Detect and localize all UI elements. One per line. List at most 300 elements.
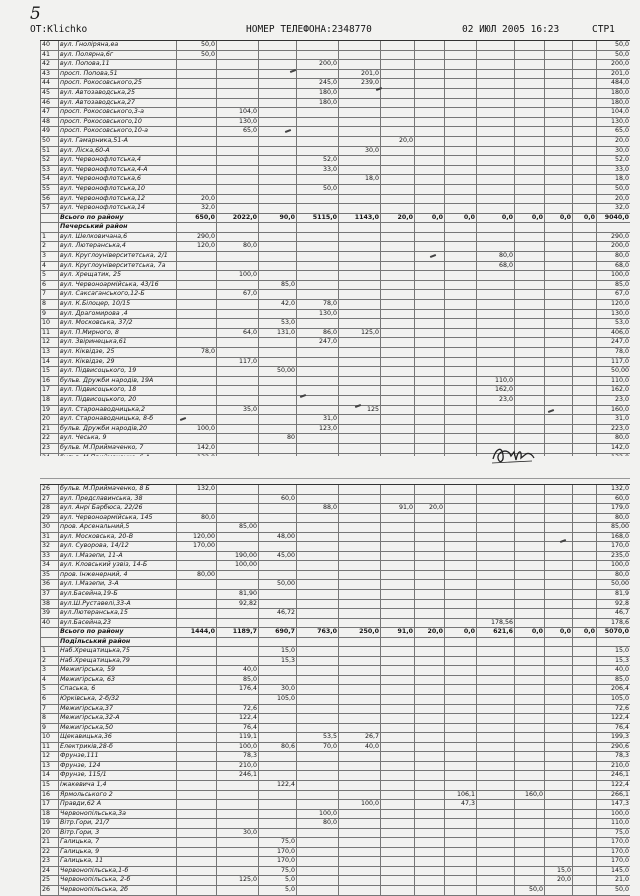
- address-cell: вул. Червонофлотська,6: [58, 175, 176, 184]
- value-cell: [414, 552, 444, 561]
- table-row: [40, 848, 630, 858]
- value-cell: [414, 600, 444, 609]
- value-cell: [380, 609, 414, 618]
- value-cell: [514, 552, 544, 561]
- value-cell: [176, 791, 216, 800]
- value-cell: [380, 810, 414, 819]
- value-cell: [216, 444, 258, 453]
- value-cell: [296, 262, 338, 271]
- address-cell: Межигірська, 63: [58, 676, 176, 685]
- value-cell: [380, 348, 414, 357]
- value-cell: [544, 319, 572, 328]
- value-cell: [572, 175, 596, 184]
- value-cell: [572, 552, 596, 561]
- value-cell: [296, 857, 338, 866]
- value-cell: [216, 838, 258, 847]
- value-cell: 88,0: [296, 504, 338, 513]
- row-number: 11: [40, 743, 58, 752]
- row-number: [40, 638, 58, 647]
- value-cell: [216, 60, 258, 69]
- total-cell: 110,0: [596, 377, 630, 386]
- value-cell: 30,0: [216, 829, 258, 838]
- value-cell: [444, 571, 476, 580]
- value-cell: 122,4: [216, 714, 258, 723]
- value-cell: [572, 724, 596, 733]
- value-cell: 125,0: [216, 876, 258, 885]
- value-cell: [414, 829, 444, 838]
- address-cell: вул. Круглоуніверситетська, 7а: [58, 262, 176, 271]
- table-row: [40, 185, 630, 195]
- total-cell: 81,9: [596, 590, 630, 599]
- value-cell: [296, 724, 338, 733]
- value-cell: [444, 714, 476, 723]
- value-cell: [514, 60, 544, 69]
- value-cell: [296, 791, 338, 800]
- value-cell: [476, 485, 514, 494]
- total-cell: 9040,0: [596, 214, 630, 223]
- value-cell: [444, 580, 476, 589]
- value-cell: [296, 666, 338, 675]
- value-cell: [476, 137, 514, 146]
- value-cell: [544, 204, 572, 213]
- value-cell: [572, 705, 596, 714]
- value-cell: [296, 434, 338, 443]
- row-number: 9: [40, 310, 58, 319]
- value-cell: [216, 848, 258, 857]
- value-cell: [572, 118, 596, 127]
- address-cell: вул. Кловський узвіз, 14-Б: [58, 561, 176, 570]
- row-number: 27: [40, 495, 58, 504]
- value-cell: [258, 396, 296, 405]
- address-cell: просп. Рокосовського,3-а: [58, 108, 176, 117]
- value-cell: [296, 657, 338, 666]
- address-cell: Межигірська,32-А: [58, 714, 176, 723]
- value-cell: [338, 876, 380, 885]
- value-cell: [514, 271, 544, 280]
- value-cell: 15,0: [544, 867, 572, 876]
- table-row: [40, 425, 630, 435]
- value-cell: 106,1: [444, 791, 476, 800]
- value-cell: 210,0: [216, 762, 258, 771]
- row-number: 21: [40, 425, 58, 434]
- value-cell: [444, 444, 476, 453]
- value-cell: [216, 609, 258, 618]
- value-cell: [476, 406, 514, 415]
- value-cell: [544, 444, 572, 453]
- value-cell: [514, 771, 544, 780]
- value-cell: [544, 41, 572, 50]
- value-cell: [338, 444, 380, 453]
- value-cell: [176, 329, 216, 338]
- value-cell: [176, 406, 216, 415]
- value-cell: [414, 886, 444, 895]
- address-cell: вул. Кіквідзе, 29: [58, 358, 176, 367]
- value-cell: [544, 425, 572, 434]
- value-cell: [296, 495, 338, 504]
- total-cell: 484,0: [596, 79, 630, 88]
- value-cell: [544, 781, 572, 790]
- value-cell: [414, 281, 444, 290]
- value-cell: [176, 743, 216, 752]
- table-row: [40, 156, 630, 166]
- value-cell: [414, 425, 444, 434]
- value-cell: [380, 638, 414, 647]
- value-cell: 80: [258, 434, 296, 443]
- value-cell: [176, 290, 216, 299]
- value-cell: [380, 338, 414, 347]
- total-cell: 92,8: [596, 600, 630, 609]
- value-cell: [338, 666, 380, 675]
- table-row: [40, 542, 630, 552]
- value-cell: [572, 762, 596, 771]
- value-cell: [338, 60, 380, 69]
- value-cell: [414, 89, 444, 98]
- value-cell: [258, 523, 296, 532]
- value-cell: 120,0: [176, 242, 216, 251]
- table-row: [40, 70, 630, 80]
- value-cell: [296, 204, 338, 213]
- table-row: [40, 175, 630, 185]
- value-cell: [338, 685, 380, 694]
- row-number: 56: [40, 195, 58, 204]
- total-cell: 50,0: [596, 185, 630, 194]
- value-cell: [544, 262, 572, 271]
- value-cell: [258, 829, 296, 838]
- value-cell: [572, 533, 596, 542]
- row-number: 1: [40, 647, 58, 656]
- value-cell: [216, 310, 258, 319]
- budget-table-part-1: [40, 41, 630, 473]
- address-cell: вул. Червоноармійська, 43/16: [58, 281, 176, 290]
- value-cell: [476, 705, 514, 714]
- value-cell: [176, 733, 216, 742]
- value-cell: [176, 838, 216, 847]
- address-cell: вул. Підвисоцького, 19: [58, 367, 176, 376]
- value-cell: [544, 108, 572, 117]
- value-cell: 130,0: [296, 310, 338, 319]
- row-number: 32: [40, 542, 58, 551]
- value-cell: [338, 609, 380, 618]
- value-cell: [258, 386, 296, 395]
- value-cell: [572, 886, 596, 895]
- table-row: [40, 838, 630, 848]
- value-cell: [476, 638, 514, 647]
- value-cell: [514, 485, 544, 494]
- value-cell: [216, 533, 258, 542]
- value-cell: [476, 166, 514, 175]
- value-cell: [338, 367, 380, 376]
- value-cell: [296, 829, 338, 838]
- value-cell: [380, 771, 414, 780]
- value-cell: [338, 377, 380, 386]
- value-cell: [414, 523, 444, 532]
- value-cell: [216, 810, 258, 819]
- value-cell: [216, 233, 258, 242]
- value-cell: [338, 571, 380, 580]
- value-cell: [216, 99, 258, 108]
- value-cell: 78,0: [296, 300, 338, 309]
- value-cell: [514, 590, 544, 599]
- total-cell: 31,0: [596, 415, 630, 424]
- value-cell: [572, 810, 596, 819]
- page-divider: [40, 478, 630, 479]
- value-cell: [572, 108, 596, 117]
- value-cell: [444, 542, 476, 551]
- value-cell: [572, 434, 596, 443]
- value-cell: [514, 762, 544, 771]
- value-cell: [296, 281, 338, 290]
- total-cell: 170,0: [596, 838, 630, 847]
- total-cell: 132,0: [596, 485, 630, 494]
- total-cell: 180,0: [596, 99, 630, 108]
- value-cell: [444, 156, 476, 165]
- value-cell: [296, 552, 338, 561]
- value-cell: [476, 338, 514, 347]
- value-cell: [514, 156, 544, 165]
- value-cell: [380, 242, 414, 251]
- address-cell: Електриків,28-б: [58, 743, 176, 752]
- value-cell: [216, 204, 258, 213]
- table-row: [40, 724, 630, 734]
- value-cell: [338, 657, 380, 666]
- row-number: 52: [40, 156, 58, 165]
- value-cell: [572, 876, 596, 885]
- fax-header: [30, 24, 630, 36]
- row-number: 14: [40, 358, 58, 367]
- value-cell: [380, 800, 414, 809]
- value-cell: [544, 386, 572, 395]
- value-cell: [176, 771, 216, 780]
- value-cell: [514, 137, 544, 146]
- address-cell: Галицька, 7: [58, 838, 176, 847]
- total-cell: 80,0: [596, 571, 630, 580]
- value-cell: [176, 867, 216, 876]
- value-cell: [514, 714, 544, 723]
- value-cell: [296, 271, 338, 280]
- value-cell: 170,00: [176, 542, 216, 551]
- total-cell: 15,3: [596, 657, 630, 666]
- value-cell: [444, 533, 476, 542]
- value-cell: [258, 242, 296, 251]
- value-cell: 76,4: [216, 724, 258, 733]
- value-cell: [544, 290, 572, 299]
- value-cell: [414, 695, 444, 704]
- value-cell: [444, 79, 476, 88]
- value-cell: [444, 857, 476, 866]
- value-cell: [216, 386, 258, 395]
- value-cell: 45,00: [258, 552, 296, 561]
- value-cell: [514, 118, 544, 127]
- value-cell: [414, 666, 444, 675]
- table-row: [40, 810, 630, 820]
- value-cell: [544, 79, 572, 88]
- value-cell: [380, 425, 414, 434]
- row-number: 34: [40, 561, 58, 570]
- value-cell: [258, 666, 296, 675]
- value-cell: [444, 233, 476, 242]
- value-cell: [544, 137, 572, 146]
- value-cell: [296, 752, 338, 761]
- value-cell: [296, 705, 338, 714]
- value-cell: [380, 108, 414, 117]
- row-number: 45: [40, 89, 58, 98]
- value-cell: [444, 781, 476, 790]
- value-cell: [380, 542, 414, 551]
- value-cell: 239,0: [338, 79, 380, 88]
- address-cell: вул. Хрещатик, 25: [58, 271, 176, 280]
- value-cell: [216, 638, 258, 647]
- total-cell: 20,0: [596, 195, 630, 204]
- value-cell: [514, 867, 544, 876]
- value-cell: [176, 800, 216, 809]
- value-cell: [216, 147, 258, 156]
- total-cell: 247,0: [596, 338, 630, 347]
- value-cell: [216, 79, 258, 88]
- address-cell: вул. Попова,11: [58, 60, 176, 69]
- value-cell: [544, 857, 572, 866]
- total-cell: 21,0: [596, 876, 630, 885]
- value-cell: [572, 752, 596, 761]
- value-cell: [258, 791, 296, 800]
- value-cell: [176, 396, 216, 405]
- value-cell: [572, 857, 596, 866]
- value-cell: [380, 724, 414, 733]
- value-cell: 85,00: [216, 523, 258, 532]
- row-number: 22: [40, 848, 58, 857]
- address-cell: вул. Ліска,60-А: [58, 147, 176, 156]
- row-number: 14: [40, 771, 58, 780]
- value-cell: [414, 580, 444, 589]
- signature-mark: [490, 444, 536, 466]
- table-row: [40, 781, 630, 791]
- row-number: 40: [40, 41, 58, 50]
- value-cell: [296, 676, 338, 685]
- value-cell: [414, 367, 444, 376]
- value-cell: 75,0: [258, 867, 296, 876]
- value-cell: 100,0: [296, 810, 338, 819]
- value-cell: [572, 657, 596, 666]
- value-cell: [380, 657, 414, 666]
- table-row: [40, 685, 630, 695]
- row-number: [40, 628, 58, 637]
- value-cell: [216, 51, 258, 60]
- value-cell: [476, 60, 514, 69]
- value-cell: [572, 166, 596, 175]
- value-cell: [572, 127, 596, 136]
- value-cell: [380, 666, 414, 675]
- value-cell: [176, 876, 216, 885]
- table-row: [40, 204, 630, 214]
- value-cell: [380, 127, 414, 136]
- value-cell: [514, 338, 544, 347]
- value-cell: [476, 118, 514, 127]
- value-cell: [514, 810, 544, 819]
- table-row: [40, 242, 630, 252]
- value-cell: [444, 504, 476, 513]
- table-row: [40, 367, 630, 377]
- value-cell: [338, 810, 380, 819]
- value-cell: [338, 51, 380, 60]
- value-cell: 20,0: [380, 214, 414, 223]
- value-cell: [296, 647, 338, 656]
- value-cell: [176, 108, 216, 117]
- value-cell: [380, 533, 414, 542]
- value-cell: [296, 386, 338, 395]
- value-cell: [444, 223, 476, 232]
- address-cell: вул. Підвисоцького, 18: [58, 386, 176, 395]
- value-cell: [338, 647, 380, 656]
- value-cell: [338, 752, 380, 761]
- value-cell: [476, 348, 514, 357]
- value-cell: [380, 552, 414, 561]
- value-cell: 0,0: [476, 214, 514, 223]
- table-row: [40, 485, 630, 495]
- value-cell: [444, 175, 476, 184]
- value-cell: 18,0: [338, 175, 380, 184]
- table-row: [40, 252, 630, 262]
- total-cell: 85,0: [596, 281, 630, 290]
- value-cell: [296, 485, 338, 494]
- value-cell: [414, 386, 444, 395]
- value-cell: 70,0: [296, 743, 338, 752]
- table-row: [40, 329, 630, 339]
- value-cell: [476, 495, 514, 504]
- value-cell: [296, 514, 338, 523]
- value-cell: 621,6: [476, 628, 514, 637]
- value-cell: 53,0: [258, 319, 296, 328]
- value-cell: [176, 127, 216, 136]
- value-cell: [414, 79, 444, 88]
- address-cell: вул. Московська, 37/2: [58, 319, 176, 328]
- value-cell: [476, 51, 514, 60]
- value-cell: [258, 89, 296, 98]
- value-cell: [338, 223, 380, 232]
- value-cell: [338, 386, 380, 395]
- value-cell: [216, 657, 258, 666]
- value-cell: [444, 51, 476, 60]
- value-cell: [514, 329, 544, 338]
- value-cell: [514, 829, 544, 838]
- value-cell: 32,0: [176, 204, 216, 213]
- value-cell: [380, 685, 414, 694]
- value-cell: [514, 542, 544, 551]
- value-cell: 50,0: [176, 51, 216, 60]
- value-cell: [444, 406, 476, 415]
- value-cell: [258, 358, 296, 367]
- value-cell: 50,00: [258, 367, 296, 376]
- value-cell: [176, 819, 216, 828]
- value-cell: [514, 819, 544, 828]
- value-cell: [572, 444, 596, 453]
- value-cell: [338, 638, 380, 647]
- value-cell: [296, 252, 338, 261]
- value-cell: 117,0: [216, 358, 258, 367]
- value-cell: [258, 406, 296, 415]
- value-cell: [444, 319, 476, 328]
- value-cell: [444, 70, 476, 79]
- value-cell: [296, 242, 338, 251]
- value-cell: 33,0: [296, 166, 338, 175]
- value-cell: [380, 166, 414, 175]
- value-cell: [216, 647, 258, 656]
- value-cell: [444, 204, 476, 213]
- value-cell: [444, 638, 476, 647]
- table-row: [40, 638, 630, 648]
- value-cell: [544, 791, 572, 800]
- table-row: [40, 495, 630, 505]
- address-cell: просп. Рокосовського,10: [58, 118, 176, 127]
- value-cell: [414, 838, 444, 847]
